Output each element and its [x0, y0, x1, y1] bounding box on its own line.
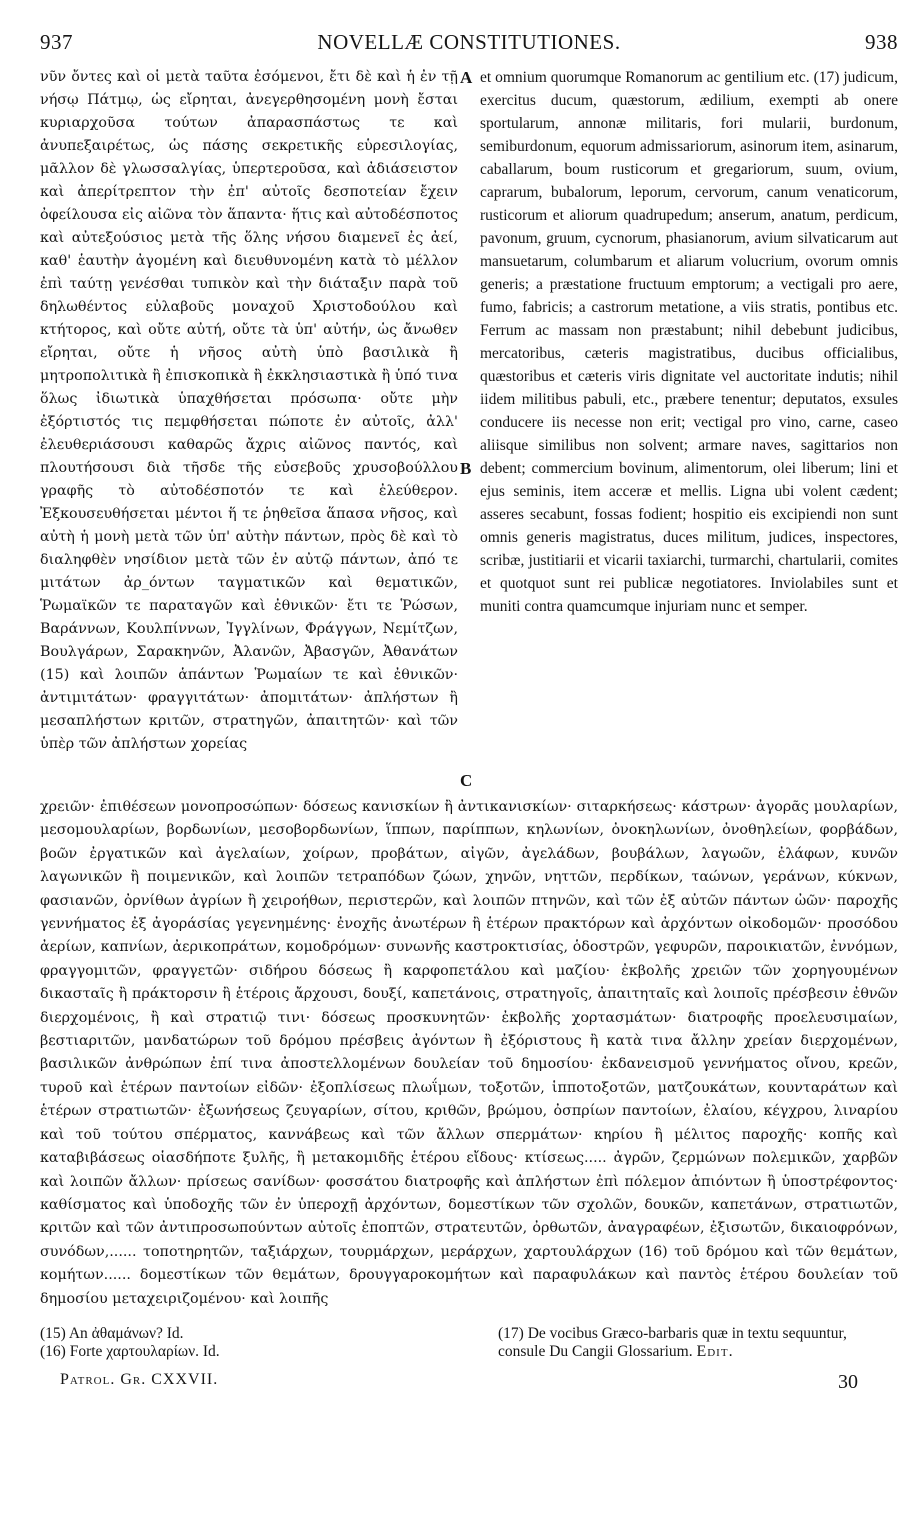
footnote-16: (16) Forte χαρτουλαρίων. Ιd. [40, 1342, 220, 1360]
marker-b: B [460, 459, 472, 478]
column-gutter [460, 66, 478, 796]
footnotes-right [498, 1325, 898, 1361]
latin-column-text: et omnium quorumque Romanorum ac gentilium etc. (17) judicum, exercitus ducum, quæstorum, ædilium, exempti ab onere sportularum, annonæ militaris, fori mularii, burdonum, semiburdonum, equorum admissariorum, asinorum item, asinarum, caballarum, boum rusticorum et gregariorum, suum, ovium, caprarum, bubalorum, leporum, cervorum, canum venaticorum, rusticorum et aliorum quadrupedum; anserum, anatum, perdicum, pavonum, gruum, cycnorum, phasianorum, avium silvaticarum aut mansuetarum, columbarum et aliarum volucrium, ovorum omnis generis; a præstatione fructuum emptorum; a vectigali pro aere, fumo, fabricis; a castrorum metatione, a viis stratis, pontibus etc. Ferrum ac massam non præstabunt; nihil debebunt judicibus, mercatoribus, cæteris magistratibus, ducibus officialibus, quæstoribus et cæteris viris dignitate vel auctoritate indutis; nihil iidem militibus pabuli, etc., præbere tenentur; deputatos, exsules conducere iis necesse non erit; vectigal pro vino, carne, caseo aliisque similibus non solvent; armare naves, sagittarios non debent; commercium bovinum, alimentorum, olei liberum; lini et ejus seminis, item acceræ et mellis. Ligna ubi volent cædent; asseres secabunt, fossas fodient; hospitio eis excipiendi non sunt omnis generis magistratus, duces militum, judices, inspectores, scribæ, justitiarii et vicarii taxiarchi, turmarchi, chartularii, comites et quotquot sunt rei publicæ negotiatores. Inviolabiles sunt et muniti contra quamcumque injuriam nunc et semper. [480, 69, 898, 615]
right-page-number: 938 [865, 30, 898, 54]
footnotes [40, 1325, 898, 1361]
left-page-number: 937 [40, 30, 73, 54]
footnotes-left [40, 1325, 460, 1361]
footnote-15: (15) Αn ἀθαμάνων? Ιd. [40, 1324, 184, 1342]
marker-c: C [460, 771, 473, 790]
signature-number: 30 [838, 1370, 858, 1393]
full-width-paragraph: χρειῶν· ἐπιθέσεων μονοπροσώπων· δόσεως κανισκίων ἢ ἀντικανισκίων· σιταρκήσεως· κάστρων· ἀγορᾶς μουλαρίων, μεσομουλαρίων, βορδωνίων, μεσοβορδωνίων, ἵππων, παρίππων, κηλωνίων, ὀνοκηλωνίων, ὀνοθηλείων, φορβάδων, βοῶν ἐργατικῶν καὶ ἀγελαίων, χοίρων, προβάτων, αἰγῶν, ἀγελάδων, βουβάλων, λαγωῶν, ἐλάφων, κυνῶν λαγωνικῶν ἢ ποιμενικῶν, καὶ λοιπῶν τετραπόδων ζώων, χηνῶν, νηττῶν, περδίκων, ταώνων, γεράνων, κύκνων, φασιανῶν, ὀρνίθων ἀγρίων ἢ χειροήθων, περιστερῶν, καὶ λοιπῶν πτηνῶν, καὶ τῶν ἐξ αὐτῶν πάντων ὠῶν· παροχῆς γεννήματος ἐξ ἀγοράσίας γεγενημένης· ἐνοχῆς ἀνωτέρων ἢ ἑτέρων πρακτόρων καὶ ἀρχόντων οἰκοδομῶν· προσόδου ἀερίων, καπνίων, ἀερικοπράτων, κομοδρόμων· συνωνῆς καστροκτισίας, ὁδοστρῶν, γεφυρῶν, παροικιατῶν, ἐννόμων, φραγγομιτῶν, φραγγετῶν· σιδήρου δόσεως ἢ καρφοπετάλου καὶ μαζίου· ἐκβολῆς χρειῶν τῶν χορηγουμένων δικασταῖς ἢ πράκτορσιν ἢ ἑτέροις ἄρχουσι, δουξί, καπετάνοις, στρατηγοῖς, ἀπαιτηταῖς καὶ λοιποῖς πρέσβεσιν ἐθνῶν διερχομένοις, ἢ καὶ στρατιῷ τινι· δόσεως προσκυνητῶν· ἐκβολῆς χορτασμάτων· διατροφῆς προελευσιμαίων, βεστιαριτῶν, μανδατώρων τοῦ δρόμου πρέσβεις ἀγόντων ἢ ἐξόριστους ἢ κατὰ τινα ἄλλην χρείαν διερχομένων, βασιλικῶν ἀνθρώπων ἐπί τινα ἀποστελλομένων δουλείαν τοῦ δημοσίου· ἐκδανεισμοῦ γεννήματος οἴνου, κρεῶν, τυροῦ καὶ ἑτέρων παντοίων εἰδῶν· ἐξοπλίσεως πλωΐμων, τοξοτῶν, ἱπποτοξοτῶν, ματζουκάτων, κουνταράτων καὶ ἑτέρων στρατιωτῶν· ἐξωνήσεως ζευγαρίων, σίτου, κριθῶν, βρώμου, ὀσπρίων παντοίων, ἐλαίου, κέγχρου, λιναρίου καὶ τοῦ τούτου σπέρματος, καννάβεως καὶ τῶν ἄλλων σπερμάτων· κηρίου ἢ μέλιτος παροχῆς· κοπῆς καὶ καταβιβάσεως οἱασδήποτε ξυλῆς, ἢ μετακομιδῆς ἑτέρου εἴδους· κτίσεως..... ἀγρῶν, ζερμώνων πολεμικῶν, χαρβῶν καὶ λοιπῶν ἄλλων· πρίσεως σανίδων· φοσσάτου διατροφῆς καὶ ἀπλήστων ἐπὶ πόλεμον ἀπιόντων ἢ ὑποστρέφοντος· καθίσματος καὶ ὑποδοχῆς τῶν ἐν ὑπεροχῇ ἀρχόντων, δομεστίκων τῶν σχολῶν, δουκῶν, καπετάνων, στρατιωτῶν, κριτῶν καὶ τῶν ἀντιπροσωπούντων αὐτοῖς ἐποπτῶν, στρατευτῶν, ὀρθωτῶν, ἀναγραφέων, ἐξισωτῶν, δικαιοφρόνων, συνόδων,...... τοποτηρητῶν, ταξιάρχων, τουρμάρχων, μεράρχων, χαρτουλάρχων (16) τοῦ δρόμου καὶ τῶν θεμάτων, κομήτων...... δομεστίκων τῶν θεμάτων, δρουγγαροκομήτων καὶ παραφυλάκων καὶ παντὸς ἑτέρου δουλείαν τοῦ δημοσίου μεταχειριζομένου· καὶ λοιπῆς [40, 799, 898, 1307]
page-header [40, 30, 898, 64]
footnote-17: (17) De vocibus Græco-barbaris quæ in textu sequuntur, consule Du Cangii Glossarium. [498, 1324, 847, 1360]
latin-column [480, 66, 898, 796]
full-width-text [40, 796, 898, 1311]
source-reference: Patrol. Gr. CXXVII. [60, 1370, 219, 1388]
running-title: NOVELLÆ CONSTITUTIONES. [317, 30, 621, 54]
marker-a: A [460, 68, 473, 87]
greek-column-text: νῦν ὄντες καὶ οἱ μετὰ ταῦτα ἐσόμενοι, ἔτι δὲ καὶ ἡ ἐν τῇ νήσῳ Πάτμῳ, ὡς εἴρηται, ἀνεγερθησομένη μονὴ ἔσται κυριαρχοῦσα τούτων ἀπαρασπάστως τε καὶ ἀνυπεξαιρέτως, ὡς πάσης σεκρετικῆς εὑρεσιλογίας, μᾶλλον δὲ γλωσσαλγίας, ὑπερτεροῦσα, καὶ ἀδιάσειστον καὶ ἀπερίτρεπτον τὴν ἐπ' αὐτοῖς δεσποτείαν ἔχειν ὀφείλουσα εἰς αἰῶνα τὸν ἅπαντα· ἥτις καὶ αὐτοδέσποτος καὶ αὐτεξούσιος μετὰ τῆς ὅλης νήσου διαμενεῖ ἐς ἀεί, καθ' ἑαυτὴν ἀγομένη καὶ διευθυνομένη κατὰ τὸ μέλλον ἐπὶ ταύτῃ γενέσθαι τυπικὸν καὶ τὴν διάταξιν παρὰ τοῦ δηλωθέντος εὐλαβοῦς μοναχοῦ Χριστοδούλου καὶ κτήτορος, καὶ οὔτε αὐτή, οὔτε τὰ ὑπ' αὐτήν, ὡς ἄνωθεν εἴρηται, οὔτε ἡ νῆσος αὐτὴ ὑπὸ βασιλικὰ ἢ μητροπολιτικὰ ἢ ἐπισκοπικὰ ἢ ἐκκλησιαστικὰ ἢ ὑπό τινα ὅλως ἰδιωτικὰ ὑπαχθήσεται πρόσωπα· οὔτε μὴν ἐξόρτιστός τις πεμφθήσεται πώποτε ἐν αὐτοῖς, ἀλλ' ἐλευθεριάσουσι καθαρῶς ἄχρις αἰῶνος παντός, καὶ πλουτήσουσι διὰ τῆσδε τῆς εὐσεβοῦς χρυσοβούλλου γραφῆς τὸ αὐτοδέσποτόν τε καὶ ἐλεύθερον. Ἐξκουσευθήσεται μέντοι ἥ τε ῥηθεῖσα ἅπασα νῆσος, καὶ αὐτὴ ἡ μονὴ μετὰ τῶν ὑπ' αὐτὴν πάντων, πρὸς δὲ καὶ τὸ διαληφθὲν νησίδιον μετὰ τῶν ἐν αὐτῷ πάντων, ἀπό τε μιτάτων ἀρ_όντων ταγματικῶν καὶ θεματικῶν, Ῥωμαϊκῶν τε παραταγῶν καὶ ἐθνικῶν· ἔτι τε Ῥώσων, Βαράννων, Κουλπίννων, Ἰγγλίνων, Φράγγων, Νεμίτζων, Βουλγάρων, Σαρακηνῶν, Ἀλανῶν, Ἀβασγῶν, Ἀθανάτων (15) καὶ λοιπῶν ἁπάντων Ῥωμαίων τε καὶ ἐθνικῶν· ἀντιμιτάτων· φραγγιτάτων· ἀπομιτάτων· ἀπλήστων ἢ μεσαπλήστων κριτῶν, στρατηγῶν, ἀπαιτητῶν· καὶ τῶν ὑπὲρ τῶν ἀπλήστων χορείας [40, 69, 458, 752]
two-column-section [40, 66, 898, 796]
greek-column [40, 66, 458, 796]
footnote-17-editor: Edit. [696, 1342, 734, 1360]
page-footer [40, 1371, 898, 1394]
